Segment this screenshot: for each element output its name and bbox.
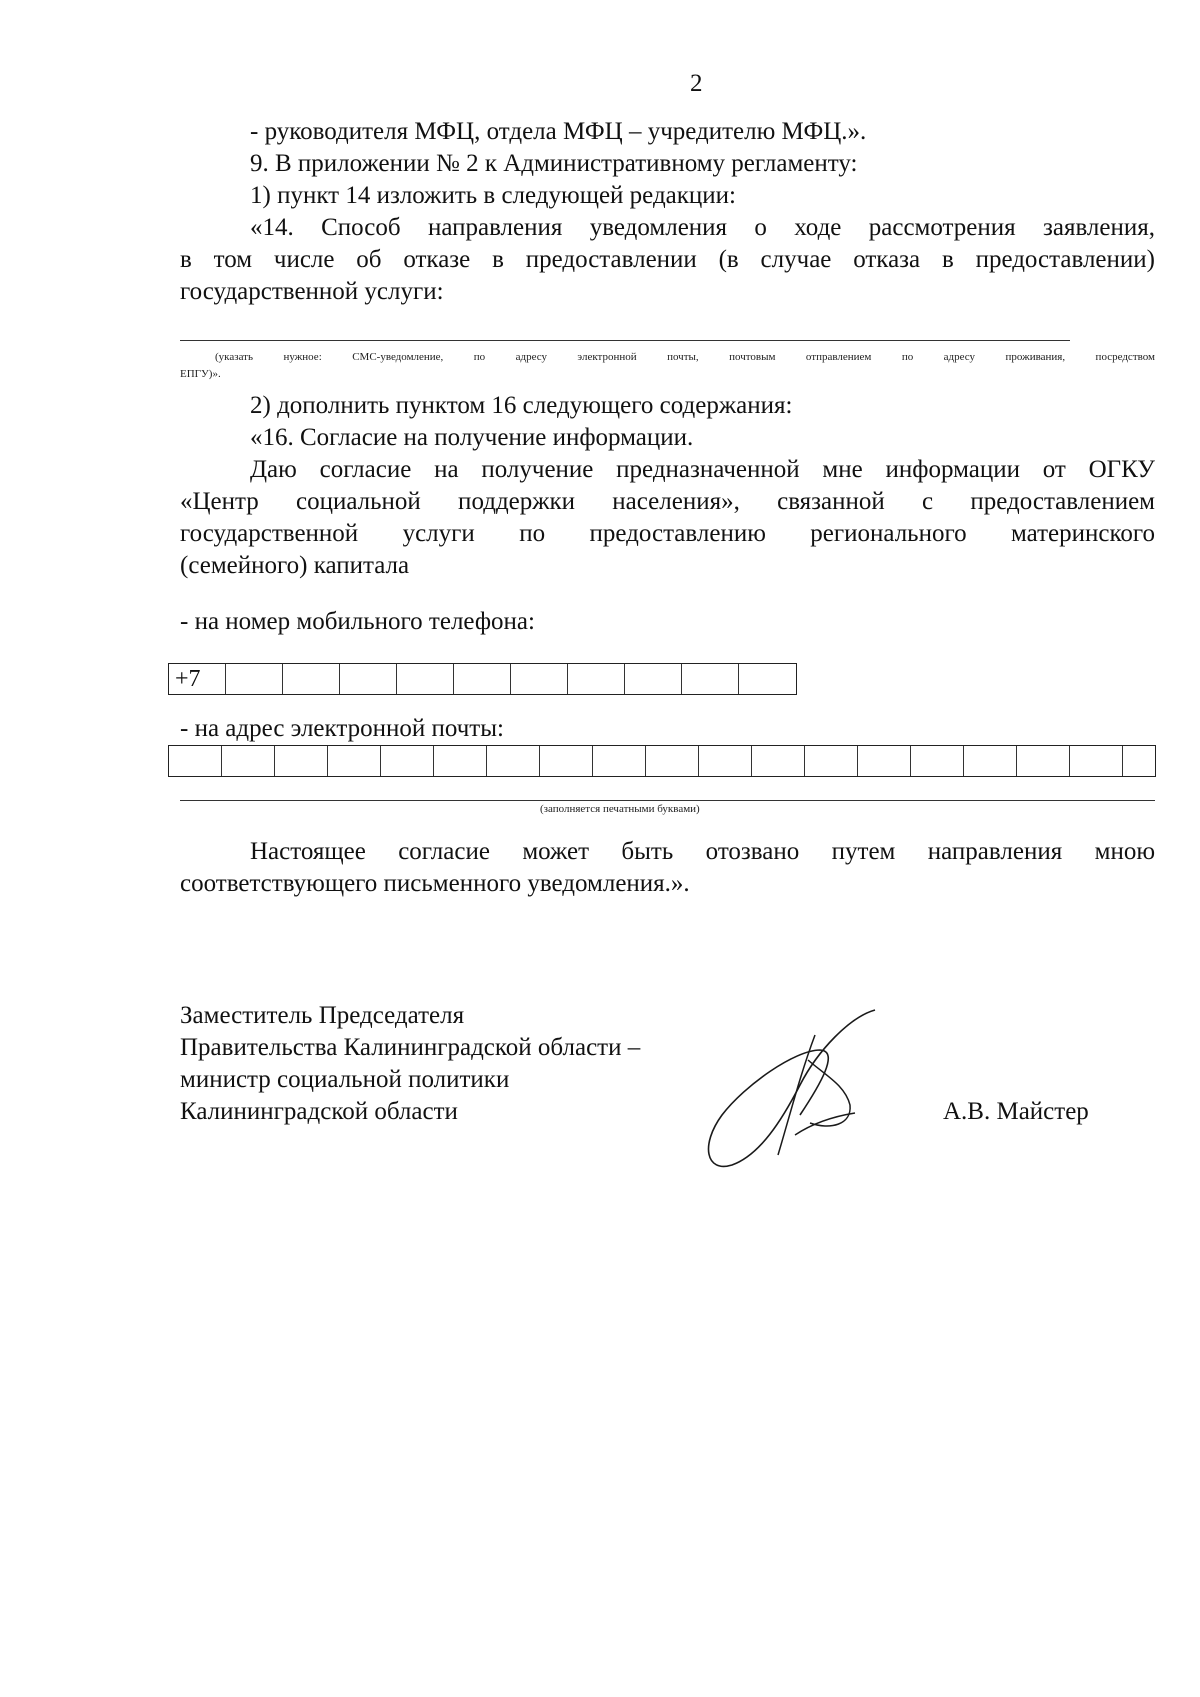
email-char-cell[interactable] xyxy=(381,746,434,776)
phone-digit-cell[interactable] xyxy=(340,664,397,694)
note-line-1: (указать нужное: СМС-уведомление, по адресу электронной почты, почтовым отправлением по адресу проживания, посредством xyxy=(215,351,1155,363)
consent-line-2: «Центр социальной поддержки населения», связанной с предоставлением xyxy=(180,488,1155,515)
signatory-title-line-3: министр социальной политики xyxy=(180,1066,510,1093)
p14-line-1: «14. Способ направления уведомления о ходе рассмотрения заявления, xyxy=(250,214,1155,241)
email-char-cell[interactable] xyxy=(434,746,487,776)
item-1: 1) пункт 14 изложить в следующей редакции: xyxy=(250,182,736,209)
item-2: 2) дополнить пунктом 16 следующего содержания: xyxy=(250,392,793,419)
email-char-cell[interactable] xyxy=(593,746,646,776)
line-mfc: - руководителя МФЦ, отдела МФЦ – учредителю МФЦ.». xyxy=(250,118,867,145)
phone-label: - на номер мобильного телефона: xyxy=(180,608,535,635)
email-address-grid[interactable] xyxy=(168,745,1156,777)
email-char-cell[interactable] xyxy=(1123,746,1155,776)
phone-digit-cell[interactable] xyxy=(568,664,625,694)
signatory-title-line-4: Калининградской области xyxy=(180,1098,458,1125)
phone-digit-cell[interactable] xyxy=(682,664,739,694)
email-char-cell[interactable] xyxy=(858,746,911,776)
phone-digit-cell[interactable] xyxy=(283,664,340,694)
phone-number-grid[interactable] xyxy=(168,663,797,695)
email-char-cell[interactable] xyxy=(169,746,222,776)
phone-digit-cell[interactable] xyxy=(511,664,568,694)
phone-digit-cell[interactable] xyxy=(226,664,283,694)
instruction-note xyxy=(215,350,1155,366)
paragraph-16-title: «16. Согласие на получение информации. xyxy=(250,424,694,451)
fill-in-line-method xyxy=(180,340,1070,341)
signatory-title-line-1: Заместитель Председателя xyxy=(180,1002,465,1029)
email-char-cell[interactable] xyxy=(222,746,275,776)
consent-paragraph xyxy=(180,454,1155,582)
revoke-line-2: соответствующего письменного уведомления.». xyxy=(180,870,690,897)
signatory-name: А.В. Майстер xyxy=(943,1098,1089,1125)
phone-digit-cell[interactable] xyxy=(454,664,511,694)
email-char-cell[interactable] xyxy=(1017,746,1070,776)
email-char-cell[interactable] xyxy=(805,746,858,776)
email-char-cell[interactable] xyxy=(275,746,328,776)
email-char-cell[interactable] xyxy=(911,746,964,776)
consent-line-4: (семейного) капитала xyxy=(180,552,410,579)
p14-line-3: государственной услуги: xyxy=(180,278,444,305)
consent-line-1: Даю согласие на получение предназначенной мне информации от ОГКУ xyxy=(250,456,1155,483)
phone-digit-cell[interactable] xyxy=(397,664,454,694)
email-note: (заполняется печатными буквами) xyxy=(540,803,700,815)
handwritten-signature xyxy=(700,1005,900,1175)
email-underline xyxy=(180,800,1155,801)
signatory-title-line-2: Правительства Калининградской области – xyxy=(180,1034,641,1061)
phone-digit-cell[interactable] xyxy=(625,664,682,694)
p14-line-2: в том числе об отказе в предоставлении (в случае отказа в предоставлении) xyxy=(180,246,1155,273)
email-char-cell[interactable] xyxy=(328,746,381,776)
phone-prefix-cell: +7 xyxy=(169,664,226,694)
email-char-cell[interactable] xyxy=(487,746,540,776)
phone-digit-cell[interactable] xyxy=(739,664,796,694)
revoke-paragraph xyxy=(180,836,1155,900)
note-line-2: ЕПГУ)». xyxy=(180,368,221,380)
email-char-cell[interactable] xyxy=(1070,746,1123,776)
paragraph-14 xyxy=(180,212,1155,308)
email-label: - на адрес электронной почты: xyxy=(180,715,504,742)
email-char-cell[interactable] xyxy=(964,746,1017,776)
email-char-cell[interactable] xyxy=(540,746,593,776)
email-char-cell[interactable] xyxy=(752,746,805,776)
item-9: 9. В приложении № 2 к Административному регламенту: xyxy=(250,150,858,177)
email-char-cell[interactable] xyxy=(646,746,699,776)
email-char-cell[interactable] xyxy=(699,746,752,776)
revoke-line-1: Настоящее согласие может быть отозвано путем направления мною xyxy=(250,838,1155,865)
page-number: 2 xyxy=(690,70,703,97)
consent-line-3: государственной услуги по предоставлению регионального материнского xyxy=(180,520,1155,547)
